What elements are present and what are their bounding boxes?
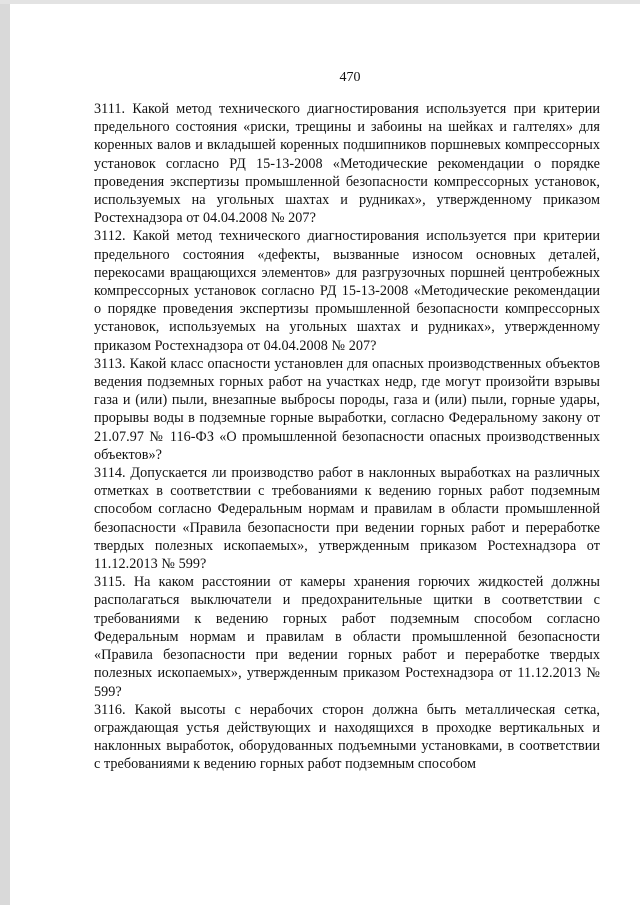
question-number: 3114. xyxy=(94,465,126,482)
question-number: 3113. xyxy=(94,355,126,372)
scan-edge-left xyxy=(0,0,10,905)
question-text: Какой метод технического диагностирования используется при критерии предельного состояния «дефекты, вызванные износом основных деталей, перекосами вращающихся элементов» для разгрузочных поршней центробежных компрессорных установок согласно РД 15-13-2008 «Методические рекомендации о порядке проведения экспертизы промышленной безопасности компрессорных установок, используемых на угольных шахтах и рудниках», утвержденному приказом Ростехнадзора от 04.04.2008 № 207? xyxy=(94,228,600,354)
question-3112 xyxy=(94,227,600,354)
question-text: Какой метод технического диагностирования используется при критерии предельного состояния «риски, трещины и забоины на шейках и галтелях» для коренных валов и вкладышей коренных подшипников поршневых компрессорных установок согласно РД 15-13-2008 «Методические рекомендации о порядке проведения экспертизы промышленной безопасности компрессорных установок, используемых на угольных шахтах и рудниках», утвержденному приказом Ростехнадзора от 04.04.2008 № 207? xyxy=(94,101,600,227)
question-3113 xyxy=(94,355,600,464)
scan-edge-top xyxy=(0,0,640,4)
document-page xyxy=(94,70,600,774)
question-number: 3115. xyxy=(94,574,126,591)
question-number: 3116. xyxy=(94,701,126,718)
question-3114 xyxy=(94,464,600,573)
question-number: 3112. xyxy=(94,228,126,245)
question-text: Какой высоты с нерабочих сторон должна быть металлическая сетка, ограждающая устья действующих и находящихся в проходке вертикальных и наклонных выработок, оборудованных подъемными установками, в соответствии с требованиями к ведению горных работ подземным способом xyxy=(94,701,600,773)
question-3115 xyxy=(94,573,600,700)
question-text: На каком расстоянии от камеры хранения горючих жидкостей должны располагаться выключатели и предохранительные щитки в соответствии с требованиями к ведению горных работ подземным способом согласно Федеральным нормам и правилам в области промышленной безопасности «Правила безопасности при ведении горных работ и переработке твердых полезных ископаемых», утвержденным приказом Ростехнадзора от 11.12.2013 № 599? xyxy=(94,574,600,700)
question-3111 xyxy=(94,100,600,227)
question-text: Какой класс опасности установлен для опасных производственных объектов ведения подземных горных работ на участках недр, где могут произойти взрывы газа и (или) пыли, внезапные выбросы породы, газа и (или) пыли, горные удары, прорывы воды в подземные горные выработки, согласно Федеральному закону от 21.07.97 № 116-ФЗ «О промышленной безопасности опасных производственных объектов»? xyxy=(94,355,600,463)
page-number: 470 xyxy=(339,70,361,85)
question-text: Допускается ли производство работ в наклонных выработках на различных отметках в соответствии с требованиями к ведению горных работ подземным способом согласно Федеральным нормам и правилам в области промышленной безопасности «Правила безопасности при ведении горных работ и переработке твердых полезных ископаемых», утвержденным приказом Ростехнадзора от 11.12.2013 № 599? xyxy=(94,465,600,573)
question-number: 3111. xyxy=(94,101,126,117)
question-3116 xyxy=(94,701,600,774)
